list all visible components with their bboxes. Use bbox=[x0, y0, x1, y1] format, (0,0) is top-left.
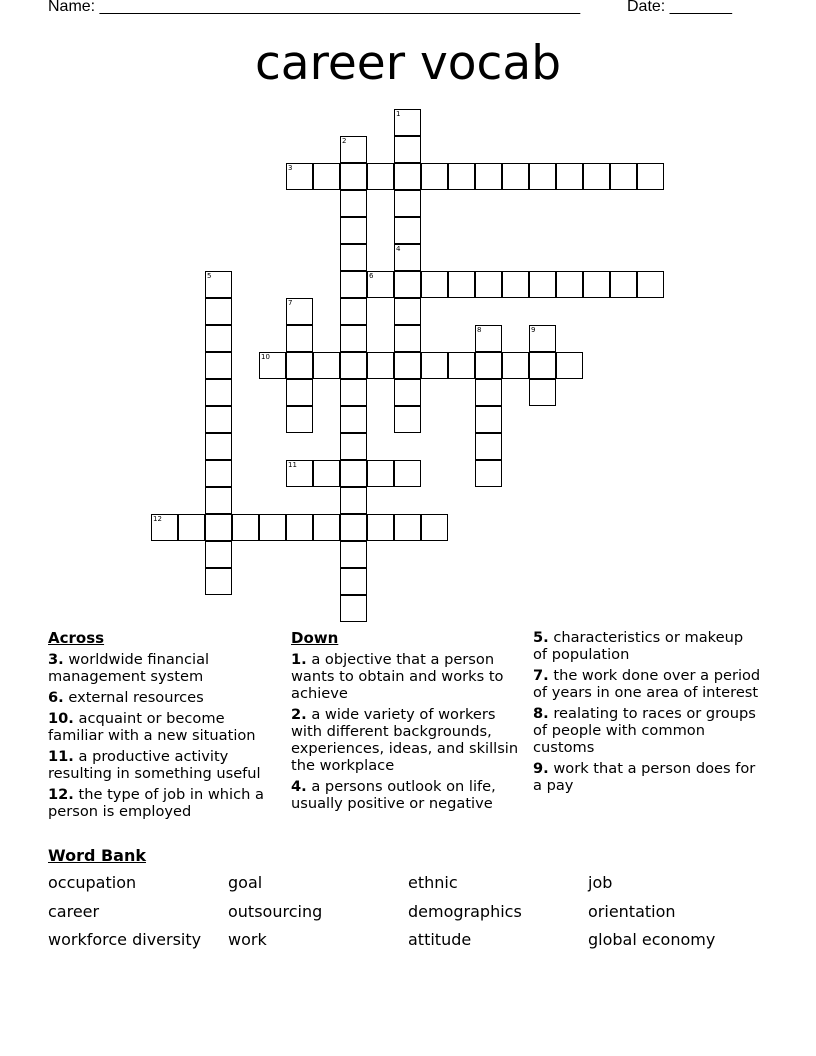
word-bank-item: goal bbox=[228, 873, 263, 892]
grid-cell[interactable] bbox=[205, 352, 232, 379]
word-bank-item: ethnic bbox=[408, 873, 458, 892]
clue-text: worldwide financial management system bbox=[48, 651, 210, 685]
grid-cell[interactable] bbox=[529, 325, 556, 352]
grid-cell[interactable] bbox=[205, 271, 232, 298]
clue-number: 12. bbox=[48, 786, 74, 803]
grid-cell[interactable] bbox=[394, 136, 421, 163]
grid-cell[interactable] bbox=[394, 379, 421, 406]
grid-cell[interactable] bbox=[394, 514, 421, 541]
clue-number: 1 bbox=[396, 110, 401, 118]
grid-cell[interactable] bbox=[475, 271, 502, 298]
grid-cell[interactable] bbox=[448, 352, 475, 379]
grid-cell[interactable] bbox=[475, 406, 502, 433]
grid-cell[interactable] bbox=[232, 514, 259, 541]
grid-cell[interactable] bbox=[205, 433, 232, 460]
clue-number: 2 bbox=[342, 137, 347, 145]
grid-cell[interactable] bbox=[637, 271, 664, 298]
grid-cell[interactable] bbox=[394, 406, 421, 433]
clue-number: 6 bbox=[369, 272, 374, 280]
grid-cell[interactable] bbox=[394, 271, 421, 298]
clue-text: the work done over a period of years in one area of interest bbox=[533, 667, 761, 701]
grid-cell[interactable] bbox=[556, 352, 583, 379]
down-clues-column-2 bbox=[533, 629, 761, 798]
clue-number: 8. bbox=[533, 705, 549, 722]
grid-cell[interactable] bbox=[340, 244, 367, 271]
grid-cell[interactable] bbox=[205, 298, 232, 325]
date-field-label: Date: _______ bbox=[627, 0, 732, 15]
grid-cell[interactable] bbox=[340, 568, 367, 595]
grid-cell[interactable] bbox=[367, 163, 394, 190]
grid-cell[interactable] bbox=[340, 136, 367, 163]
page-title: career vocab bbox=[254, 36, 562, 91]
grid-cell[interactable] bbox=[313, 352, 340, 379]
grid-cell[interactable] bbox=[394, 325, 421, 352]
grid-cell[interactable] bbox=[340, 433, 367, 460]
grid-cell[interactable] bbox=[394, 190, 421, 217]
clue-item bbox=[291, 778, 519, 812]
word-bank-item: workforce diversity bbox=[48, 930, 202, 949]
grid-cell[interactable] bbox=[394, 109, 421, 136]
grid-cell[interactable] bbox=[367, 271, 394, 298]
clue-number: 12 bbox=[153, 515, 162, 523]
grid-cell[interactable] bbox=[340, 406, 367, 433]
grid-cell[interactable] bbox=[340, 298, 367, 325]
grid-cell[interactable] bbox=[394, 352, 421, 379]
grid-cell[interactable] bbox=[205, 460, 232, 487]
clue-item bbox=[533, 629, 761, 663]
clue-number: 4. bbox=[291, 778, 307, 795]
grid-cell[interactable] bbox=[340, 514, 367, 541]
grid-cell[interactable] bbox=[340, 460, 367, 487]
clue-item bbox=[533, 667, 761, 701]
grid-cell[interactable] bbox=[583, 271, 610, 298]
grid-cell[interactable] bbox=[286, 514, 313, 541]
word-bank-item: career bbox=[48, 902, 100, 921]
grid-cell[interactable] bbox=[394, 163, 421, 190]
clue-number: 4 bbox=[396, 245, 401, 253]
grid-cell[interactable] bbox=[637, 163, 664, 190]
grid-cell[interactable] bbox=[340, 325, 367, 352]
grid-cell[interactable] bbox=[610, 163, 637, 190]
grid-cell[interactable] bbox=[421, 163, 448, 190]
grid-cell[interactable] bbox=[529, 163, 556, 190]
grid-cell[interactable] bbox=[205, 487, 232, 514]
clue-number: 8 bbox=[477, 326, 482, 334]
word-bank-item: work bbox=[228, 930, 267, 949]
word-bank-item: occupation bbox=[48, 873, 137, 892]
grid-cell[interactable] bbox=[340, 163, 367, 190]
grid-cell[interactable] bbox=[502, 352, 529, 379]
across-clues bbox=[48, 629, 276, 824]
grid-cell[interactable] bbox=[367, 514, 394, 541]
grid-cell[interactable] bbox=[475, 325, 502, 352]
grid-cell[interactable] bbox=[475, 352, 502, 379]
clue-text: a objective that a person wants to obtain and works to achieve bbox=[291, 651, 504, 702]
grid-cell[interactable] bbox=[421, 352, 448, 379]
clue-text: realating to races or groups of people with common customs bbox=[533, 705, 756, 756]
grid-cell[interactable] bbox=[313, 514, 340, 541]
clue-text: characteristics or makeup of population bbox=[533, 629, 744, 663]
grid-cell[interactable] bbox=[313, 163, 340, 190]
grid-cell[interactable] bbox=[340, 487, 367, 514]
clue-item bbox=[533, 760, 761, 794]
grid-cell[interactable] bbox=[448, 271, 475, 298]
clue-text: a wide variety of workers with different backgrounds, experiences, ideas, and skillsin the workplace bbox=[291, 706, 519, 774]
grid-cell[interactable] bbox=[340, 217, 367, 244]
clue-item bbox=[291, 651, 519, 702]
grid-cell[interactable] bbox=[286, 406, 313, 433]
clue-number: 6. bbox=[48, 689, 64, 706]
grid-cell[interactable] bbox=[394, 460, 421, 487]
grid-cell[interactable] bbox=[340, 190, 367, 217]
clue-number: 11. bbox=[48, 748, 74, 765]
clue-text: a persons outlook on life, usually positive or negative bbox=[291, 778, 496, 812]
grid-cell[interactable] bbox=[394, 217, 421, 244]
down-clues-column-1 bbox=[291, 629, 519, 816]
down-heading: Down bbox=[291, 629, 339, 647]
clue-item bbox=[48, 710, 276, 744]
clue-item bbox=[291, 706, 519, 774]
clue-number: 2. bbox=[291, 706, 307, 723]
grid-cell[interactable] bbox=[205, 406, 232, 433]
clue-number: 5 bbox=[207, 272, 212, 280]
clue-item bbox=[48, 786, 276, 820]
grid-cell[interactable] bbox=[556, 163, 583, 190]
word-bank-item: attitude bbox=[408, 930, 472, 949]
clue-number: 10 bbox=[261, 353, 270, 361]
word-bank-item: outsourcing bbox=[228, 902, 323, 921]
grid-cell[interactable] bbox=[205, 514, 232, 541]
clue-number: 1. bbox=[291, 651, 307, 668]
grid-cell[interactable] bbox=[556, 271, 583, 298]
clue-text: acquaint or become familiar with a new situation bbox=[48, 710, 256, 744]
word-bank-heading: Word Bank bbox=[48, 846, 147, 865]
grid-cell[interactable] bbox=[502, 163, 529, 190]
grid-cell[interactable] bbox=[313, 460, 340, 487]
grid-cell[interactable] bbox=[367, 460, 394, 487]
clue-item bbox=[48, 689, 276, 706]
grid-cell[interactable] bbox=[340, 595, 367, 622]
grid-cell[interactable] bbox=[205, 541, 232, 568]
grid-cell[interactable] bbox=[340, 541, 367, 568]
grid-cell[interactable] bbox=[502, 271, 529, 298]
grid-cell[interactable] bbox=[529, 352, 556, 379]
clue-number: 11 bbox=[288, 461, 297, 469]
grid-cell[interactable] bbox=[286, 460, 313, 487]
grid-cell[interactable] bbox=[448, 163, 475, 190]
grid-cell[interactable] bbox=[205, 379, 232, 406]
word-bank-item: global economy bbox=[588, 930, 716, 949]
grid-cell[interactable] bbox=[286, 379, 313, 406]
clue-text: the type of job in which a person is employed bbox=[48, 786, 264, 820]
grid-cell[interactable] bbox=[259, 514, 286, 541]
grid-cell[interactable] bbox=[475, 460, 502, 487]
grid-cell[interactable] bbox=[340, 271, 367, 298]
grid-cell[interactable] bbox=[367, 352, 394, 379]
clue-item bbox=[48, 651, 276, 685]
grid-cell[interactable] bbox=[421, 514, 448, 541]
clue-item bbox=[533, 705, 761, 756]
clue-number: 3. bbox=[48, 651, 64, 668]
clue-text: a productive activity resulting in something useful bbox=[48, 748, 261, 782]
grid-cell[interactable] bbox=[286, 163, 313, 190]
clue-number: 3 bbox=[288, 164, 293, 172]
grid-cell[interactable] bbox=[475, 379, 502, 406]
grid-cell[interactable] bbox=[205, 568, 232, 595]
clue-number: 7 bbox=[288, 299, 293, 307]
clue-text: work that a person does for a pay bbox=[533, 760, 756, 794]
clue-number: 9. bbox=[533, 760, 549, 777]
grid-cell[interactable] bbox=[340, 379, 367, 406]
grid-cell[interactable] bbox=[286, 325, 313, 352]
grid-cell[interactable] bbox=[178, 514, 205, 541]
name-field-label: Name: ______________________________________________________ bbox=[48, 0, 581, 15]
grid-cell[interactable] bbox=[475, 433, 502, 460]
grid-cell[interactable] bbox=[610, 271, 637, 298]
clue-number: 5. bbox=[533, 629, 549, 646]
clue-number: 7. bbox=[533, 667, 549, 684]
clue-item bbox=[48, 748, 276, 782]
grid-cell[interactable] bbox=[286, 298, 313, 325]
grid-cell[interactable] bbox=[394, 244, 421, 271]
grid-cell[interactable] bbox=[529, 379, 556, 406]
grid-cell[interactable] bbox=[475, 163, 502, 190]
grid-cell[interactable] bbox=[583, 163, 610, 190]
grid-cell[interactable] bbox=[286, 352, 313, 379]
word-bank-item: orientation bbox=[588, 902, 676, 921]
grid-cell[interactable] bbox=[529, 271, 556, 298]
across-heading: Across bbox=[48, 629, 105, 647]
clue-number: 9 bbox=[531, 326, 536, 334]
grid-cell[interactable] bbox=[205, 325, 232, 352]
grid-cell[interactable] bbox=[151, 514, 178, 541]
word-bank-item: job bbox=[588, 873, 613, 892]
clue-number: 10. bbox=[48, 710, 74, 727]
grid-cell[interactable] bbox=[394, 298, 421, 325]
word-bank-item: demographics bbox=[408, 902, 522, 921]
grid-cell[interactable] bbox=[340, 352, 367, 379]
grid-cell[interactable] bbox=[421, 271, 448, 298]
clue-text: external resources bbox=[68, 689, 204, 706]
grid-cell[interactable] bbox=[259, 352, 286, 379]
